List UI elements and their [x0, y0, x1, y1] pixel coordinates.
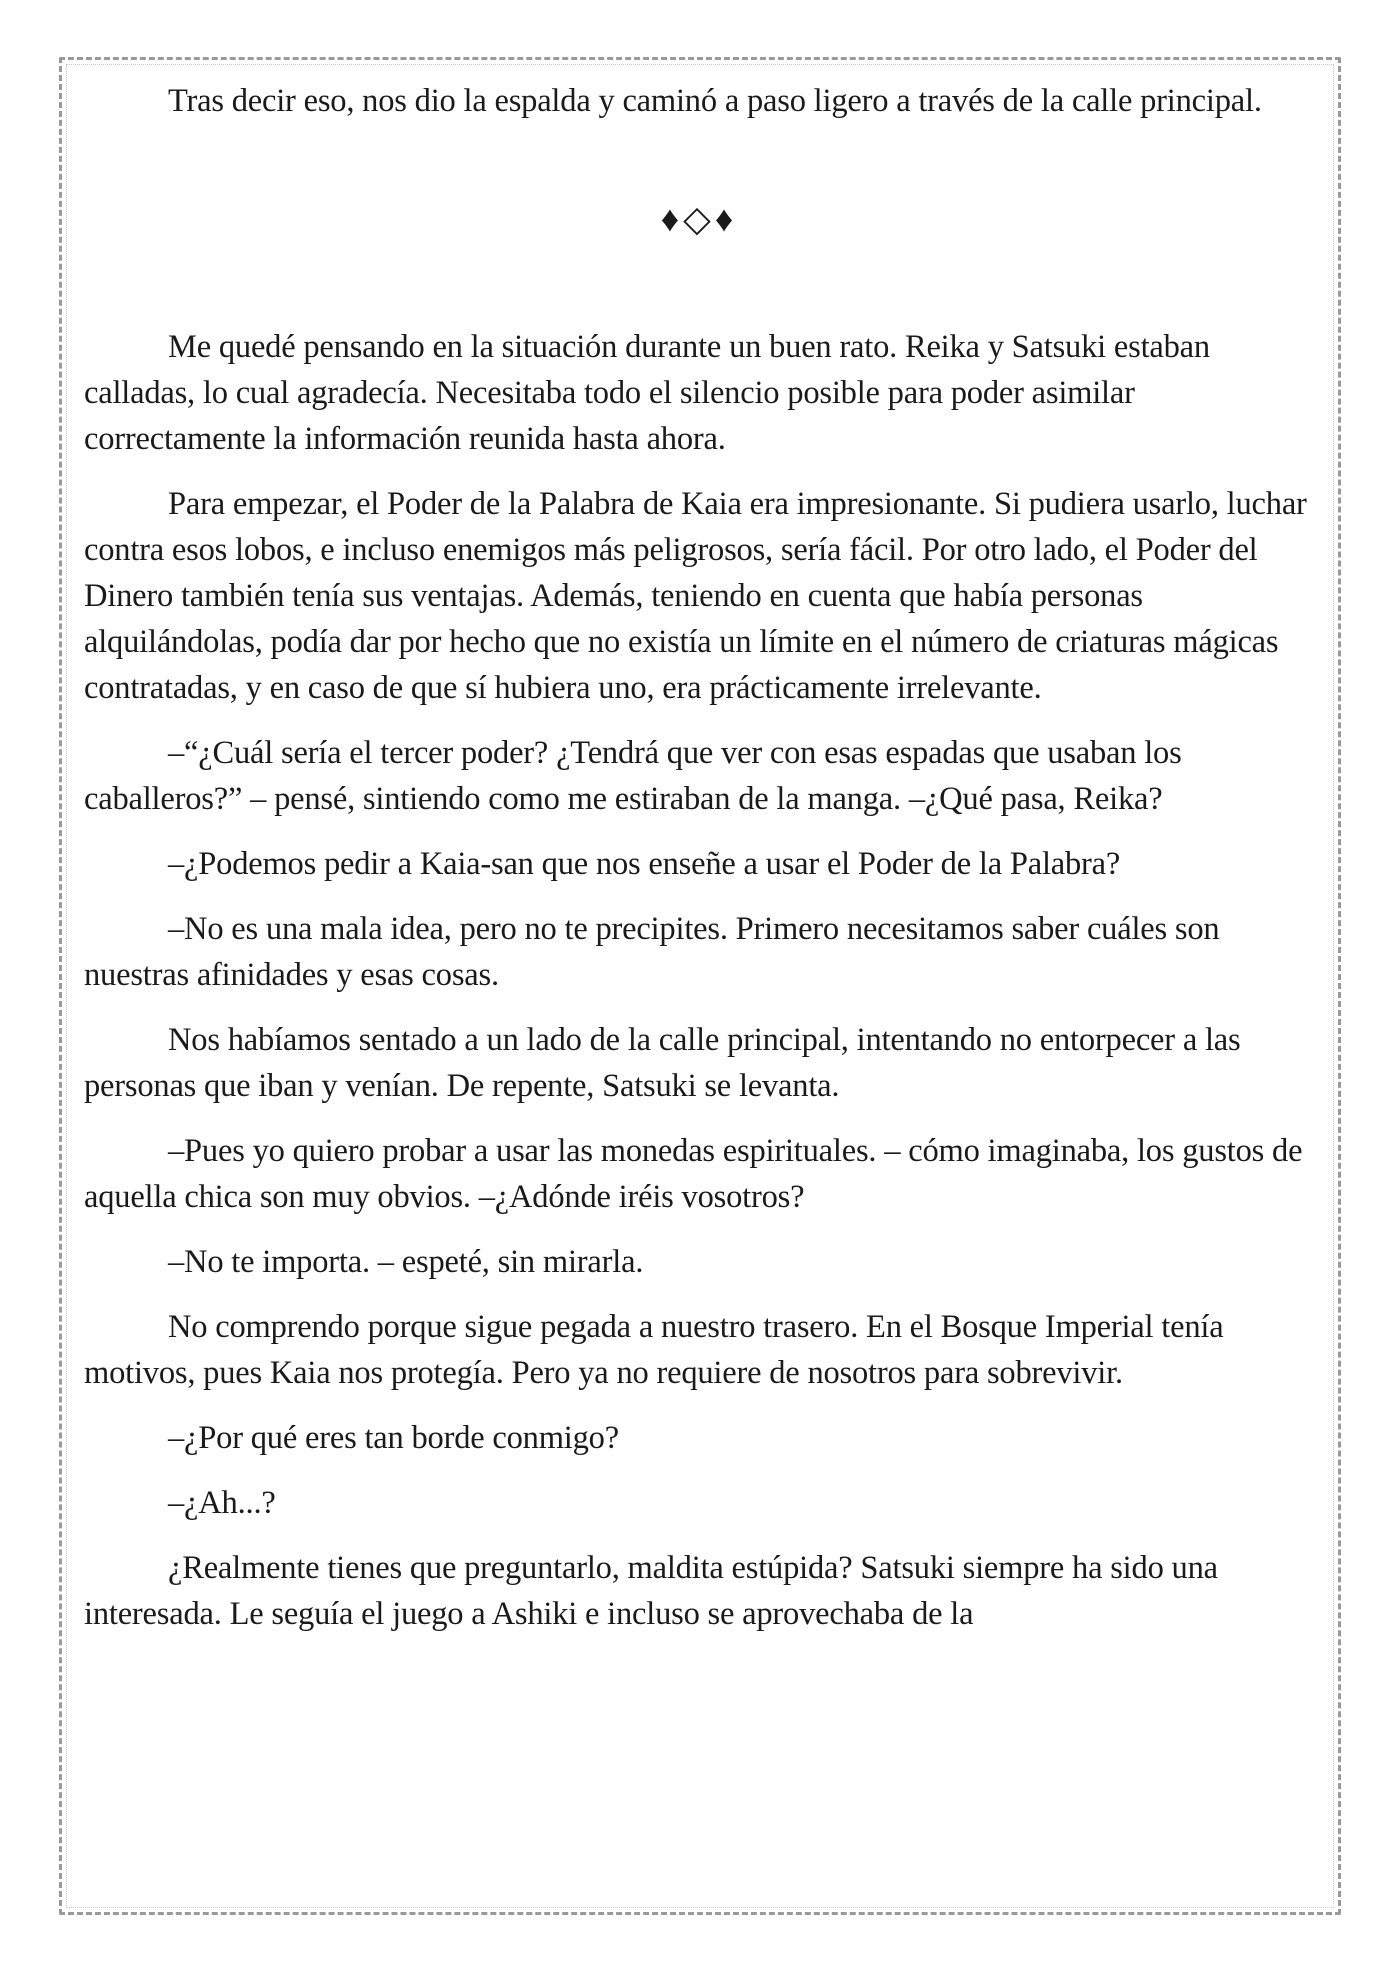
paragraph: ¿Realmente tienes que preguntarlo, maldita estúpida? Satsuki siempre ha sido una interesada. Le seguía el juego a Ashiki e incluso se aprovechaba de la: [84, 1550, 1218, 1632]
paragraph: –¿Por qué eres tan borde conmigo?: [168, 1420, 619, 1456]
paragraph: Me quedé pensando en la situación durante un buen rato. Reika y Satsuki estaban calladas, lo cual agradecía. Necesitaba todo el silencio posible para poder asimilar correctamente la información reunida hasta ahora.: [84, 329, 1210, 457]
paragraph: Para empezar, el Poder de la Palabra de Kaia era impresionante. Si pudiera usarlo, luchar contra esos lobos, e incluso enemigos más peligrosos, sería fácil. Por otro lado, el Poder del Dinero también tenía sus ventajas. Además, teniendo en cuenta que había personas alquilándolas, podía dar por hecho que no existía un límite en el número de criaturas mágicas contratadas, y en caso de que sí hubiera uno, era prácticamente irrelevante.: [84, 486, 1307, 706]
paragraph: –No te importa. – espeté, sin mirarla.: [168, 1244, 644, 1280]
paragraph: Nos habíamos sentado a un lado de la calle principal, intentando no entorpecer a las personas que iban y venían. De repente, Satsuki se levanta.: [84, 1022, 1241, 1104]
scene-break-separator: ♦◇♦: [660, 199, 738, 239]
paragraph: –¿Podemos pedir a Kaia-san que nos enseñe a usar el Poder de la Palabra?: [168, 846, 1121, 882]
paragraph: –No es una mala idea, pero no te precipites. Primero necesitamos saber cuáles son nuestras afinidades y esas cosas.: [84, 911, 1220, 993]
paragraph: –Pues yo quiero probar a usar las monedas espirituales. – cómo imaginaba, los gustos de aquella chica son muy obvios. –¿Adónde iréis vosotros?: [84, 1133, 1303, 1215]
document-body: [84, 78, 1314, 1656]
paragraph: No comprendo porque sigue pegada a nuestro trasero. En el Bosque Imperial tenía motivos, pues Kaia nos protegía. Pero ya no requiere de nosotros para sobrevivir.: [84, 1309, 1224, 1391]
paragraph: –“¿Cuál sería el tercer poder? ¿Tendrá que ver con esas espadas que usaban los caballeros?” – pensé, sintiendo como me estiraban de la manga. –¿Qué pasa, Reika?: [84, 735, 1182, 817]
paragraph: Tras decir eso, nos dio la espalda y caminó a paso ligero a través de la calle principal.: [168, 83, 1262, 119]
paragraph: –¿Ah...?: [168, 1485, 276, 1521]
